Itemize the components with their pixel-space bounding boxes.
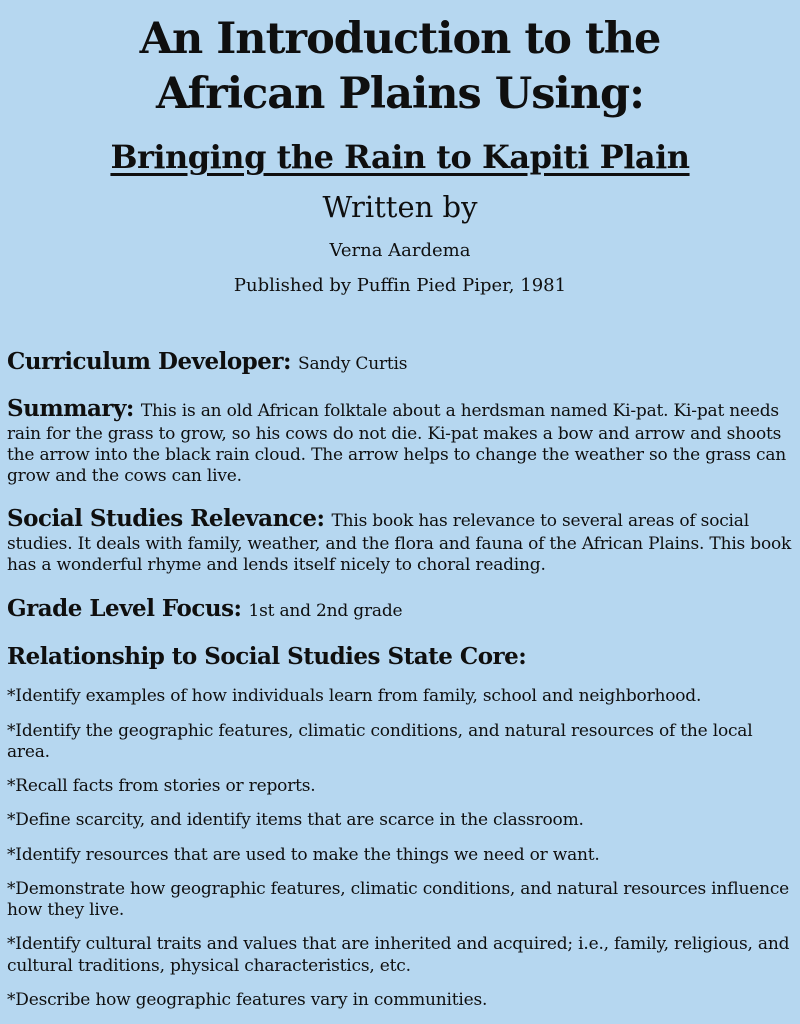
state-core-item: *Identify cultural traits and values that are inherited and acquired; i.e., family, religious, and cultural traditions, physical characteristics, etc. [7, 934, 790, 976]
section-label-grade-level-focus: Grade Level Focus: [7, 594, 242, 622]
section-label-curriculum-developer: Curriculum Developer: [7, 348, 292, 376]
written-by-label: Written by [322, 190, 478, 225]
book-title-row [0, 138, 800, 176]
page-title [0, 12, 800, 122]
document-body [0, 348, 800, 1011]
state-core-item: *Demonstrate how geographic features, climatic conditions, and natural resources influence how they live. [7, 878, 790, 921]
section-summary [7, 395, 793, 488]
state-core-item: *Identify the geographic features, climatic conditions, and natural resources of the local area. [7, 720, 753, 762]
section-label-social-studies-relevance: Social Studies Relevance: [7, 505, 325, 533]
section-text-social-studies-relevance: This book has relevance to several areas of social studies. It deals with family, weather, and the flora and fauna of the African Plains. This book has a wonderful rhyme and lends itself nicely to choral reading. [7, 511, 792, 576]
publisher-line: Published by Puffin Pied Piper, 1981 [233, 275, 567, 297]
page-title-line-1: An Introduction to the [139, 14, 661, 64]
state-core-item: *Identify resources that are used to make the things we need or want. [7, 844, 600, 865]
page-title-line-2: African Plains Using: [156, 69, 644, 120]
state-core-heading: Relationship to Social Studies State Core: [7, 643, 527, 671]
section-social-studies-relevance [7, 505, 793, 576]
state-core-item: *Describe how geographic features vary in communities. [7, 989, 488, 1010]
document-header [0, 0, 800, 296]
section-text-curriculum-developer: Sandy Curtis [298, 354, 408, 375]
section-curriculum-developer [7, 348, 793, 377]
state-core-item: *Identify examples of how individuals learn from family, school and neighborhood. [7, 686, 702, 707]
state-core-item: *Recall facts from stories or reports. [7, 776, 316, 797]
section-grade-level-focus [7, 595, 793, 624]
state-core-item: *Define scarcity, and identify items that are scarce in the classroom. [7, 810, 584, 831]
section-text-grade-level-focus: 1st and 2nd grade [248, 600, 403, 621]
section-text-summary: This is an old African folktale about a herdsman named Ki-pat. Ki-pat needs rain for the grass to grow, so his cows do not die. Ki-pat makes a bow and arrow and shoots the arrow into the black rain cloud. The arrow helps to change the weather so the grass can grow and the cows can live. [7, 400, 787, 487]
section-label-summary: Summary: [7, 394, 134, 422]
book-title: Bringing the Rain to Kapiti Plain [110, 138, 690, 177]
author-name: Verna Aardema [329, 240, 471, 262]
